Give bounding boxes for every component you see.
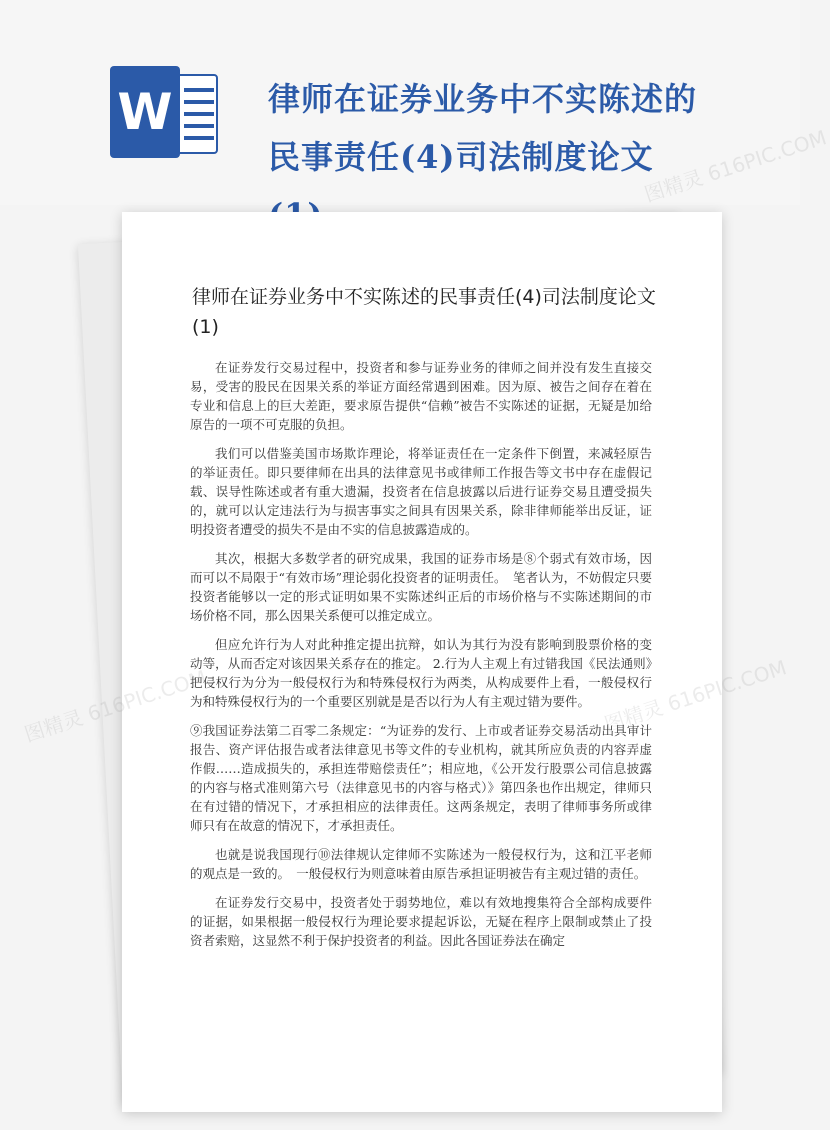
icon-line xyxy=(184,136,214,140)
paragraph: 但应允许行为人对此种推定提出抗辩，如认为其行为没有影响到股票价格的变动等，从而否定对该因果关系存在的推定。 2.行为人主观上有过错我国《民法通则》把侵权行为分为一般侵权行为和特殊侵权行为两类，从构成要件上看，一般侵权行为和特殊侵权行为的一个重要区别就是是否以行为人有主观过错为要件。 xyxy=(190,637,652,709)
header-banner xyxy=(0,0,800,205)
icon-line xyxy=(184,100,214,104)
page-title: 律师在证券业务中不实陈述的民事责任(4)司法制度论文 xyxy=(268,80,698,176)
watermark: 616PIC.COM xyxy=(664,655,790,717)
document-body xyxy=(190,358,652,960)
paragraph: ⑨我国证券法第二百零二条规定：“为证券的发行、上市或者证券交易活动出具审计报告、资产评估报告或者法律意见书等文件的专业机构，就其所应负责的内容弄虚作假……造成损失的，承担连带赔偿责任”；相应地，《公开发行股票公司信息披露的内容与格式准则第六号（法律意见书的内容与格式）》第四条也作出规定，律师只在有过错的情况下，才承担相应的法律责任。这两条规定，表明了律师事务所或律师只有在故意的情况下，才承担责任。 xyxy=(190,723,652,833)
watermark: 图精灵 xyxy=(21,705,86,747)
icon-line xyxy=(184,124,214,128)
paragraph: 在证券发行交易过程中，投资者和参与证券业务的律师之间并没有发生直接交易，受害的股民在因果关系的举证方面经常遇到困难。因为原、被告之间存在着在专业和信息上的巨大差距，要求原告提供“信赖”被告不实陈述的证据，无疑是加给原告的一项不可克服的负担。 xyxy=(190,360,652,432)
word-logo-badge: W xyxy=(110,66,180,158)
word-document-icon xyxy=(110,66,220,158)
paragraph: 在证券发行交易中，投资者处于弱势地位，难以有效地搜集符合全部构成要件的证据，如果根据一般侵权行为理论要求提起诉讼，无疑在程序上限制或禁止了投资者索赔，这显然不利于保护投资者的利益。因此各国证券法在确定 xyxy=(190,895,652,948)
document-title: 律师在证券业务中不实陈述的民事责任(4)司法制度论文(1) xyxy=(192,286,656,338)
icon-line xyxy=(184,112,214,116)
document-page xyxy=(122,212,722,1112)
paragraph: 其次，根据大多数学者的研究成果，我国的证券市场是⑧个弱式有效市场，因而可以不局限于“有效市场”理论弱化投资者的证明责任。 笔者认为，不妨假定只要投资者能够以一定的形式证明如果不实陈述纠正后的市场价格与不实陈述期间的市场价格不同，那么因果关系便可以推定成立。 xyxy=(190,551,652,623)
icon-line xyxy=(184,88,214,92)
paragraph: 也就是说我国现行⑩法律规认定律师不实陈述为一般侵权行为，这和江平老师的观点是一致的。 一般侵权行为则意味着由原告承担证明被告有主观过错的责任。 xyxy=(190,847,652,881)
paragraph: 我们可以借鉴美国市场欺诈理论，将举证责任在一定条件下倒置，来减轻原告的举证责任。即只要律师在出具的法律意见书或律师工作报告等文书中存在虚假记载、误导性陈述或者有重大遗漏，投资者在信息披露以后进行证券交易且遭受损失的，就可以认定违法行为与损害事实之间具有因果关系，除非律师能举出反证，证明投资者遭受的损失不是由不实的信息披露造成的。 xyxy=(190,446,652,537)
